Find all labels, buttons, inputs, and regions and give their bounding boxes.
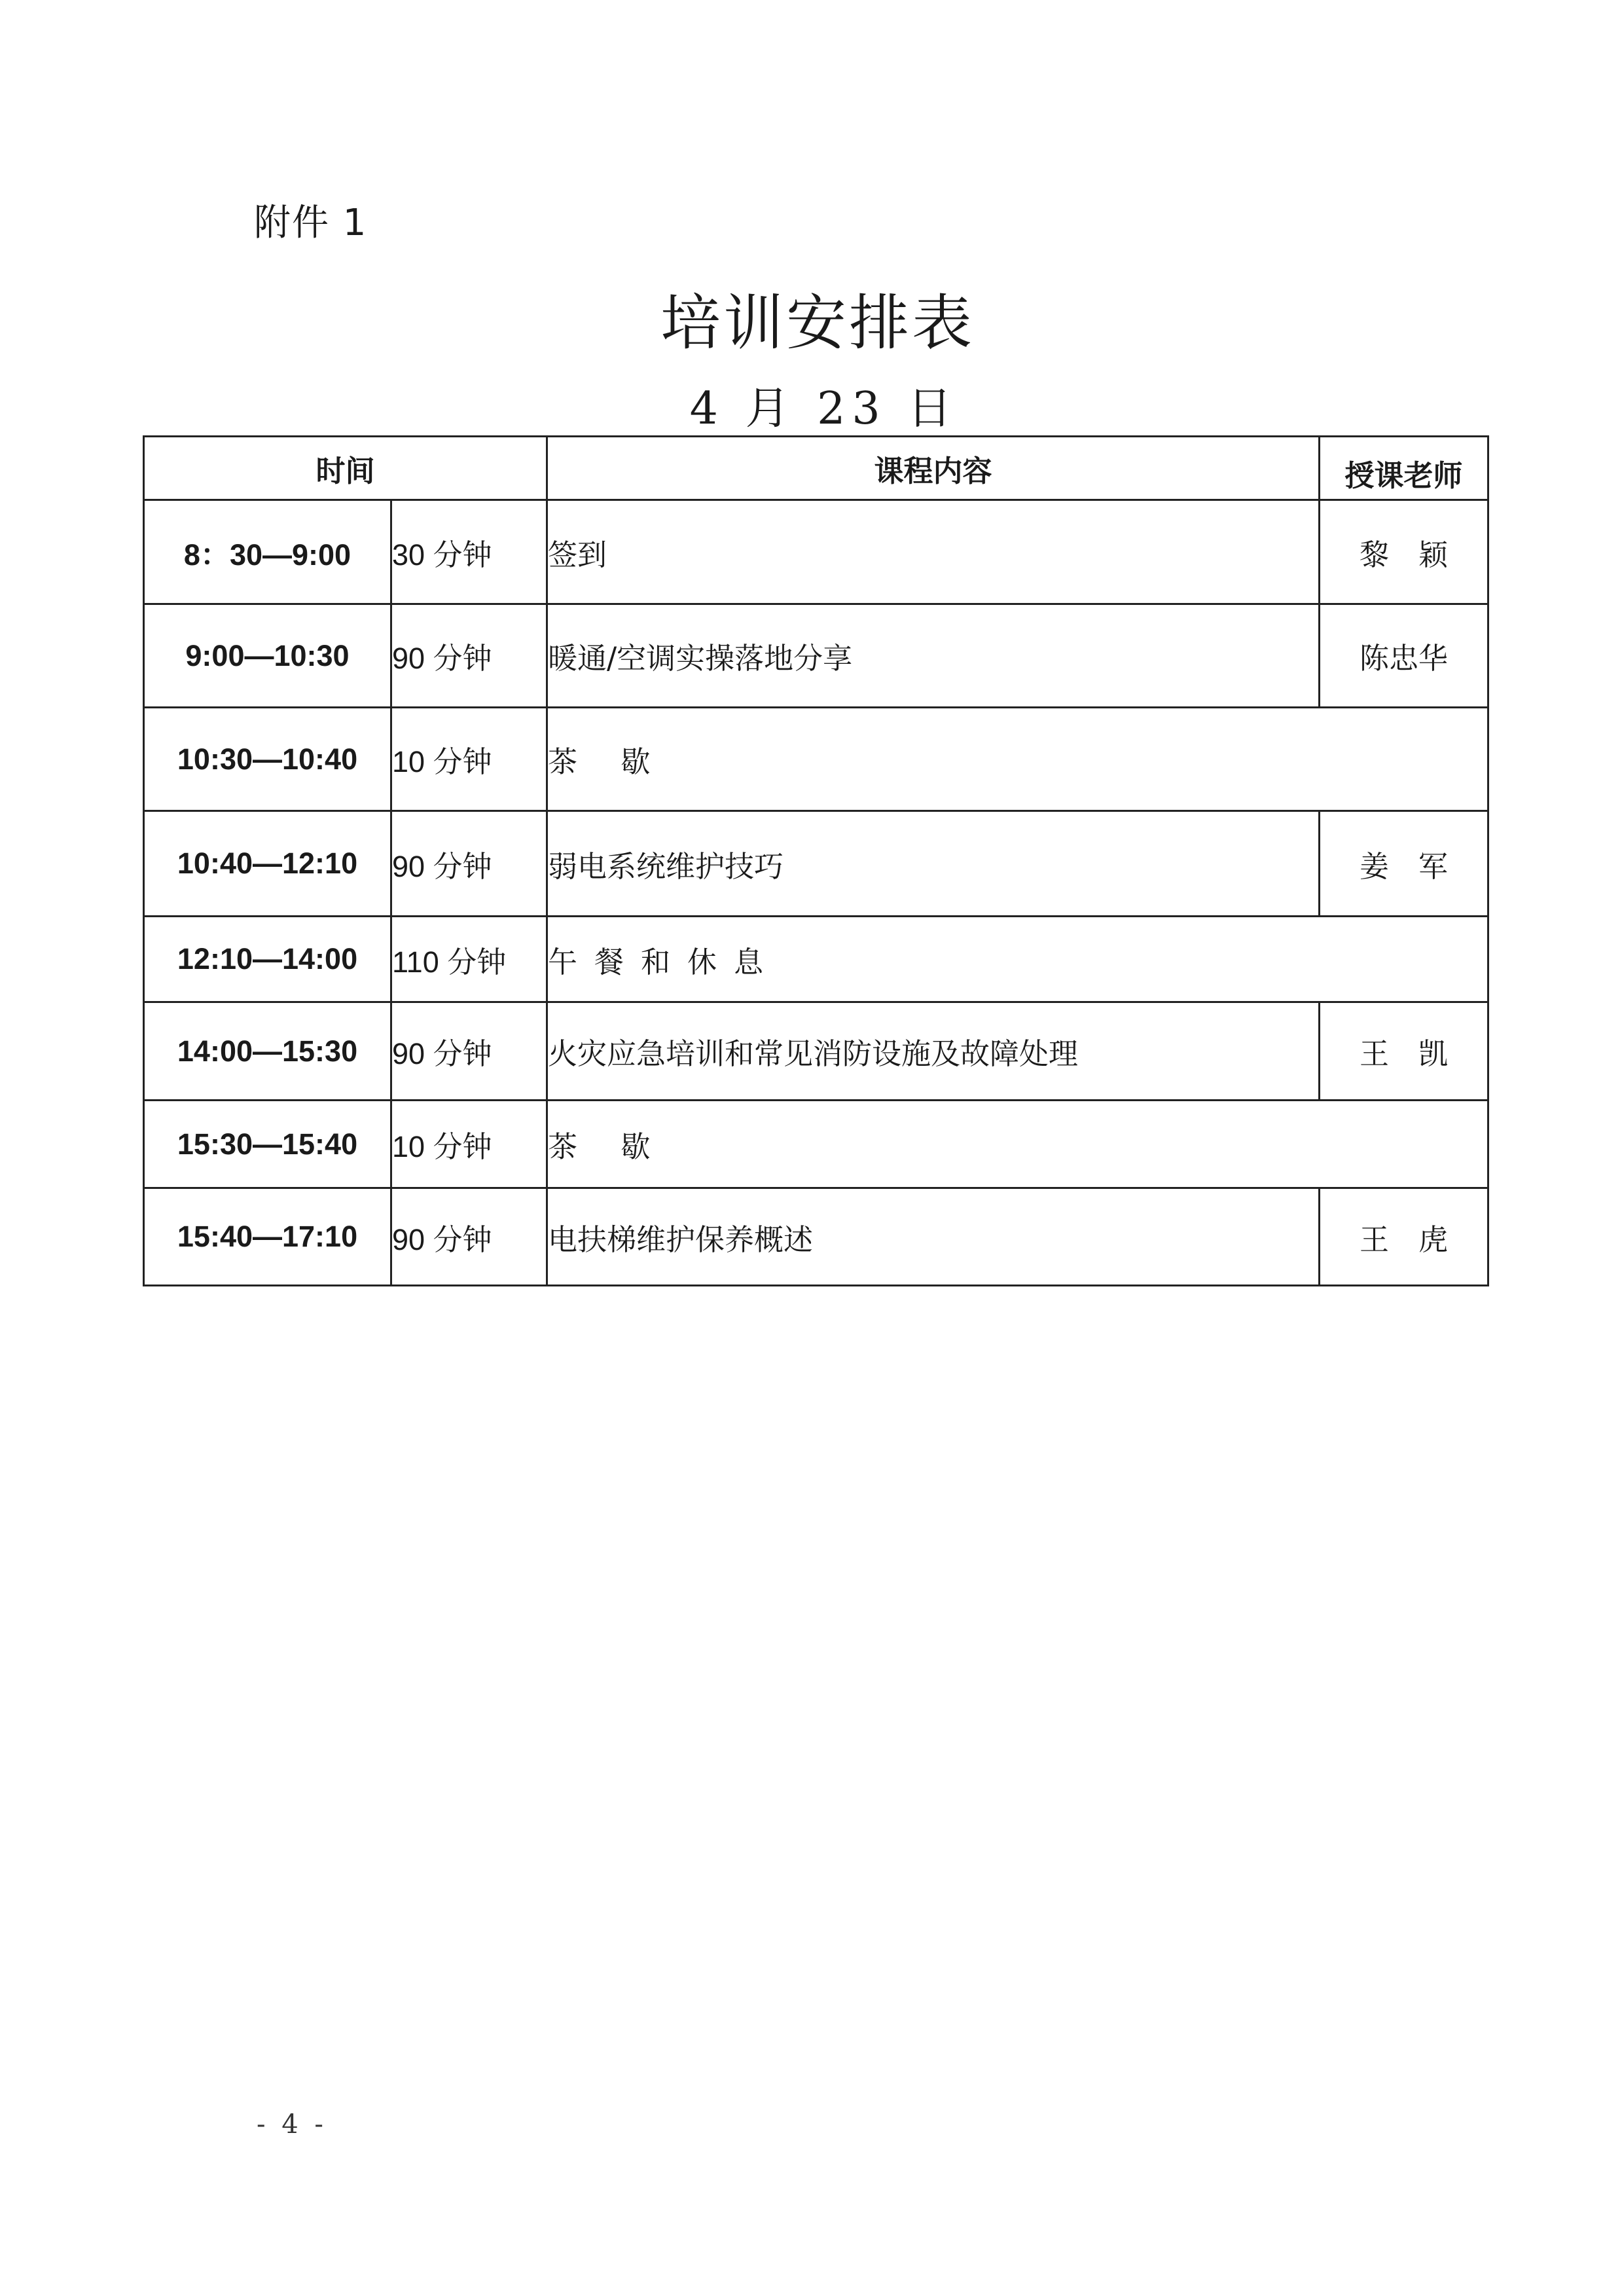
row-content: 午餐和休息 (547, 917, 1488, 1002)
row-duration: 90 分钟 (391, 1002, 547, 1101)
row-time: 10:40—12:10 (144, 811, 391, 917)
page-number: - 4 - (257, 2109, 327, 2140)
row-time: 15:30—15:40 (144, 1101, 391, 1188)
row-time: 12:10—14:00 (144, 917, 391, 1002)
row-duration: 90 分钟 (391, 1188, 547, 1286)
row-teacher: 姜 军 (1320, 811, 1488, 917)
row-duration: 10 分钟 (391, 708, 547, 811)
schedule-table (143, 435, 1489, 1286)
header-content: 课程内容 (547, 437, 1320, 500)
row-duration: 90 分钟 (391, 604, 547, 708)
row-time: 15:40—17:10 (144, 1188, 391, 1286)
row-teacher: 王 凯 (1320, 1002, 1488, 1101)
row-teacher: 王 虎 (1320, 1188, 1488, 1286)
row-content: 火灾应急培训和常见消防设施及故障处理 (547, 1002, 1320, 1101)
document-date: 4 月 23 日 (689, 383, 959, 435)
row-duration: 10 分钟 (391, 1101, 547, 1188)
row-content: 签到 (547, 500, 1320, 604)
row-time: 9:00—10:30 (144, 604, 391, 708)
table-row (144, 811, 1488, 917)
table-row (144, 604, 1488, 708)
row-content: 茶 歇 (547, 1101, 1488, 1188)
row-time: 14:00—15:30 (144, 1002, 391, 1101)
row-content: 电扶梯维护保养概述 (547, 1188, 1320, 1286)
row-content: 暖通/空调实操落地分享 (547, 604, 1320, 708)
row-teacher: 黎 颖 (1320, 500, 1488, 604)
table-row (144, 1002, 1488, 1101)
row-duration: 90 分钟 (391, 811, 547, 917)
table-row (144, 500, 1488, 604)
table-row (144, 1188, 1488, 1286)
header-teacher: 授课老师 (1320, 437, 1488, 500)
table-header-row (144, 437, 1488, 500)
row-content: 弱电系统维护技巧 (547, 811, 1320, 917)
row-content: 茶 歇 (547, 708, 1488, 811)
row-duration: 30 分钟 (391, 500, 547, 604)
row-time: 10:30—10:40 (144, 708, 391, 811)
row-duration: 110 分钟 (391, 917, 547, 1002)
document-title: 培训安排表 (660, 288, 975, 358)
row-time: 8：30—9:00 (144, 500, 391, 604)
attachment-label: 附件 1 (254, 202, 368, 244)
table-row (144, 1101, 1488, 1188)
header-time: 时间 (144, 437, 547, 500)
table-row (144, 708, 1488, 811)
row-teacher: 陈忠华 (1320, 604, 1488, 708)
table-row (144, 917, 1488, 1002)
